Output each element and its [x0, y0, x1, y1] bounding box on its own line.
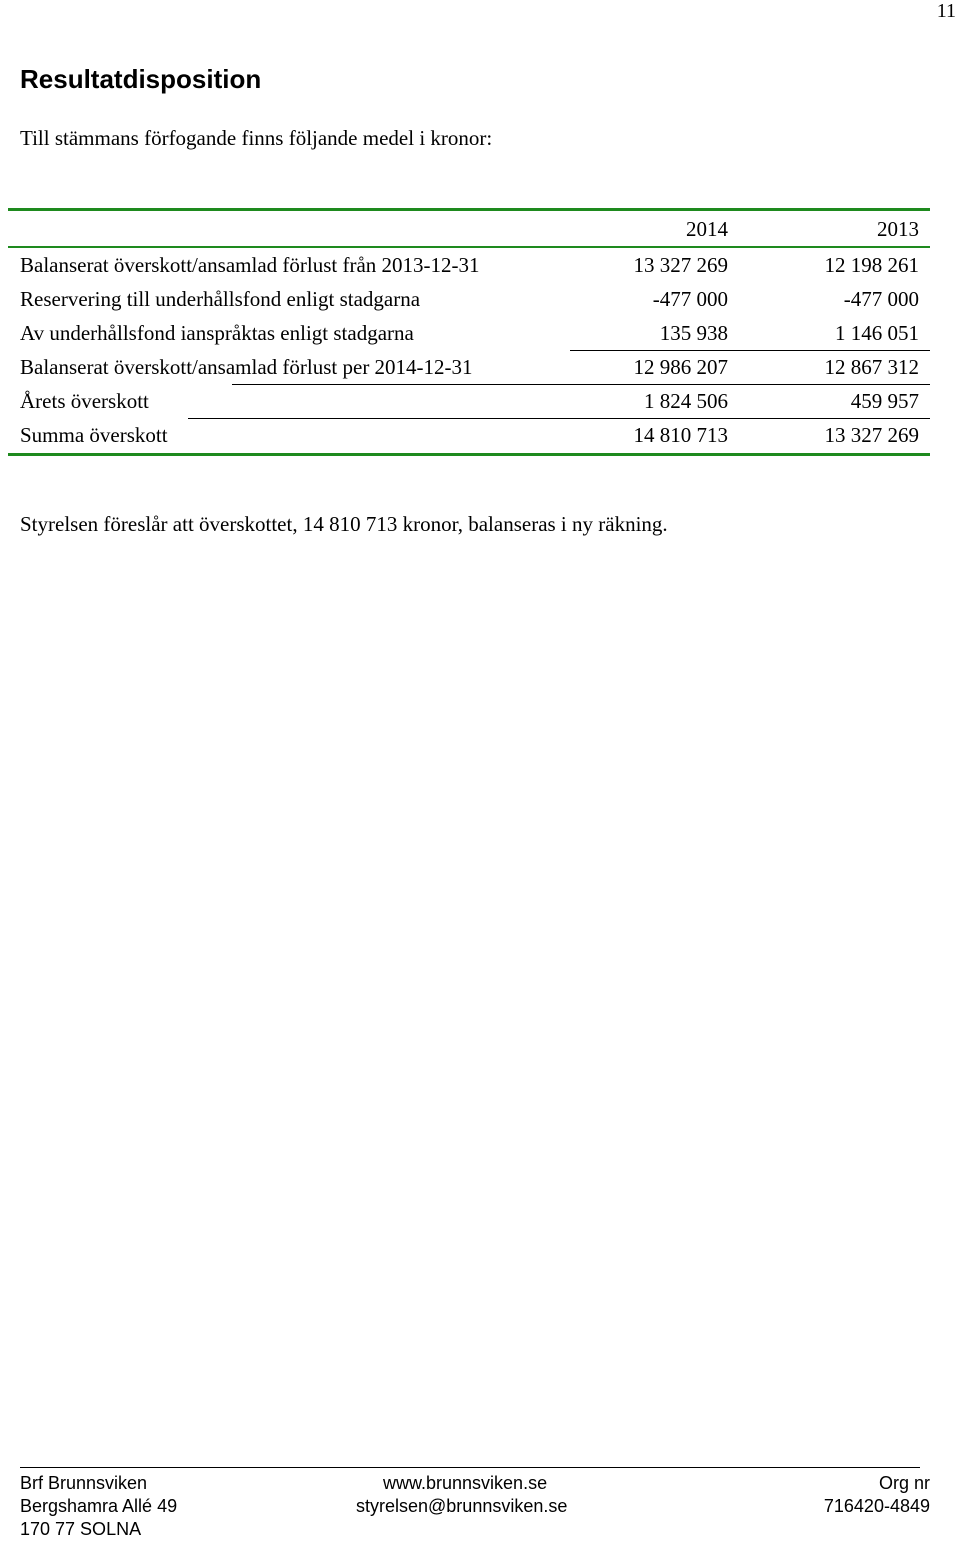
result-table — [8, 208, 930, 456]
footer-postal: 170 77 SOLNA — [20, 1519, 142, 1539]
footer-address — [20, 1472, 177, 1541]
row-value-2014: 13 327 269 — [633, 253, 728, 277]
row-value-2014: -477 000 — [652, 287, 728, 311]
footer-rule — [20, 1467, 920, 1468]
row-label: Reservering till underhållsfond enligt stadgarna — [20, 287, 421, 311]
table-row — [8, 316, 930, 350]
page-number: 11 — [936, 0, 956, 22]
table-row — [8, 282, 930, 316]
row-label: Summa överskott — [20, 423, 168, 447]
footer-website: www.brunnsviken.se — [383, 1473, 548, 1493]
separator-rule — [232, 384, 930, 385]
intro-text: Till stämmans förfogande finns följande medel i kronor: — [20, 126, 493, 150]
page-title: Resultatdisposition — [20, 64, 262, 94]
column-header-2013: 2013 — [877, 217, 919, 241]
row-value-2013: 13 327 269 — [824, 423, 919, 447]
row-label: Balanserat överskott/ansamlad förlust från 2013-12-31 — [20, 253, 480, 277]
footer-street: Bergshamra Allé 49 — [20, 1496, 178, 1516]
proposal-text: Styrelsen föreslår att överskottet, 14 810 713 kronor, balanseras i ny räkning. — [20, 512, 668, 536]
row-label: Av underhållsfond ianspråktas enligt stadgarna — [20, 321, 414, 345]
row-value-2013: 459 957 — [850, 389, 919, 413]
footer-email: styrelsen@brunnsviken.se — [356, 1496, 568, 1516]
footer-org-number — [824, 1472, 930, 1518]
row-value-2014: 1 824 506 — [644, 389, 728, 413]
footer-org-name: Brf Brunnsviken — [20, 1473, 148, 1493]
footer-org-nr: 716420-4849 — [823, 1496, 930, 1516]
row-value-2014: 14 810 713 — [633, 423, 728, 447]
table-header-row — [8, 211, 930, 248]
footer-contact — [356, 1472, 567, 1518]
row-value-2013: -477 000 — [843, 287, 919, 311]
row-label: Årets överskott — [20, 389, 149, 413]
table-row — [8, 350, 930, 384]
row-value-2013: 12 867 312 — [824, 355, 919, 379]
subtotal-rule — [570, 350, 930, 351]
row-value-2013: 12 198 261 — [824, 253, 919, 277]
table-row-total — [8, 418, 930, 452]
row-value-2014: 135 938 — [659, 321, 728, 345]
total-rule — [188, 418, 930, 419]
row-label: Balanserat överskott/ansamlad förlust per 2014-12-31 — [20, 355, 473, 379]
footer-org-nr-label: Org nr — [878, 1473, 930, 1493]
row-value-2013: 1 146 051 — [835, 321, 919, 345]
table-row — [8, 384, 930, 418]
row-value-2014: 12 986 207 — [633, 355, 728, 379]
table-bottom-rule — [8, 453, 930, 456]
column-header-2014: 2014 — [686, 217, 728, 241]
table-row — [8, 248, 930, 282]
